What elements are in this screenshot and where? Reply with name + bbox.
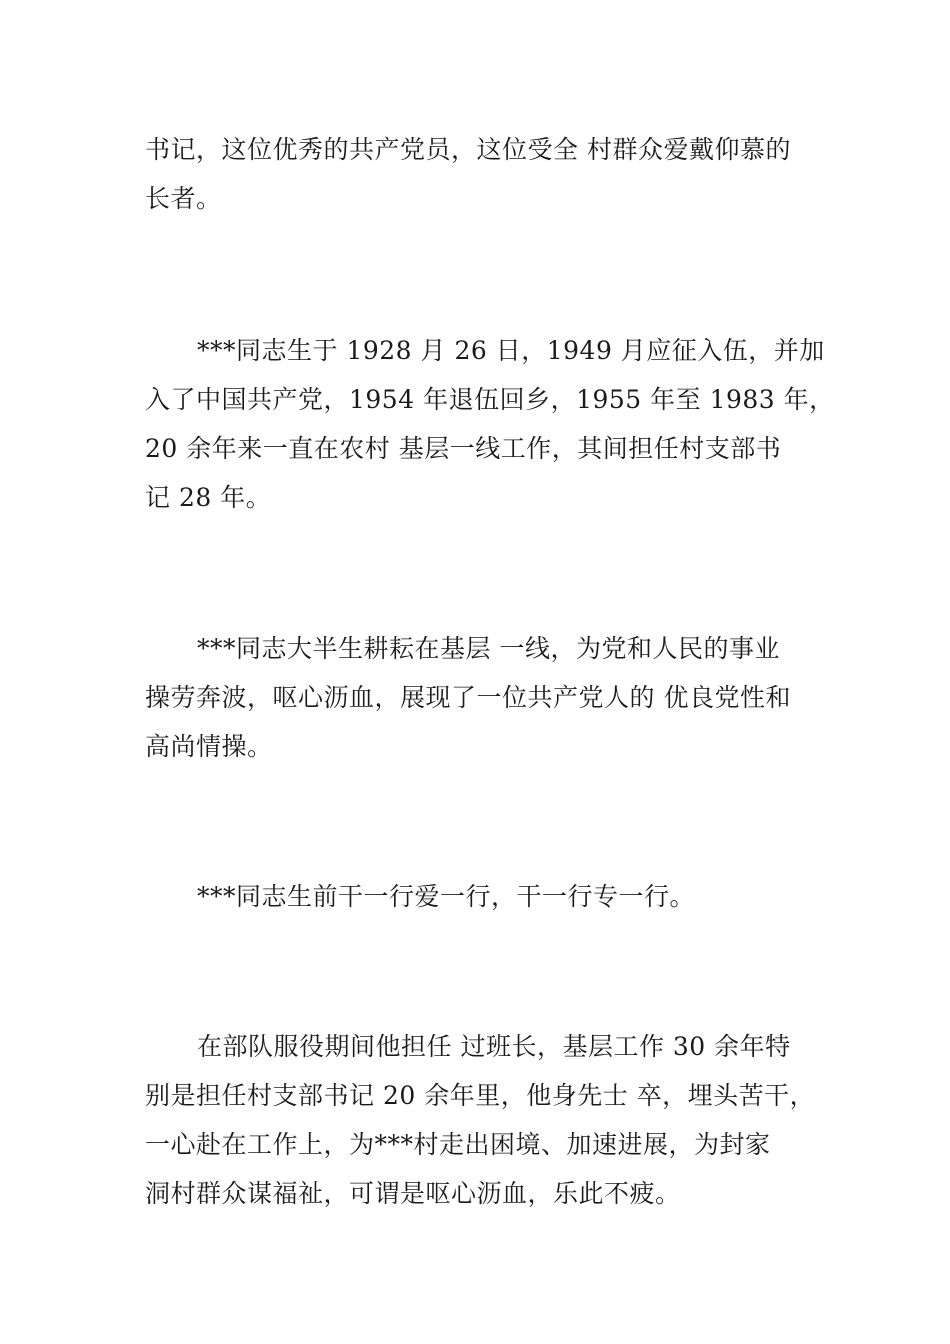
text-line: 洞村群众谋福祉，可谓是呕心沥血，乐此不疲。	[145, 1179, 681, 1208]
paragraph-5	[145, 1022, 815, 1218]
text-line: 入了中国共产党，1954 年退伍回乡，1955 年至 1983 年，	[145, 385, 835, 414]
text-line: ***同志大半生耕耘在基层 一线，为党和人民的事业	[197, 634, 780, 663]
text-line: ***同志生于 1928 月 26 日，1949 月应征入伍，并加	[197, 336, 825, 365]
text-line: 高尚情操。	[145, 732, 273, 761]
text-line: 书记，这位优秀的共产党员，这位受全 村群众爱戴仰慕的	[145, 135, 791, 164]
text-line: ***同志生前干一行爱一行，干一行专一行。	[197, 882, 696, 911]
text-line: 一心赴在工作上，为***村走出困境、加速进展，为封家	[145, 1130, 771, 1159]
paragraph-4	[145, 872, 815, 921]
text-line: 别是担任村支部书记 20 余年里，他身先士 卒，埋头苦干，	[145, 1081, 816, 1110]
text-line: 长者。	[145, 184, 222, 213]
text-line: 20 余年来一直在农村 基层一线工作，其间担任村支部书	[145, 434, 782, 463]
paragraph-2	[145, 326, 835, 522]
text-line: 操劳奔波，呕心沥血，展现了一位共产党人的 优良党性和	[145, 683, 791, 712]
text-line: 记 28 年。	[145, 483, 272, 512]
text-line: 在部队服役期间他担任 过班长，基层工作 30 余年特	[197, 1032, 791, 1061]
paragraph-3	[145, 624, 815, 771]
paragraph-1	[145, 125, 815, 223]
